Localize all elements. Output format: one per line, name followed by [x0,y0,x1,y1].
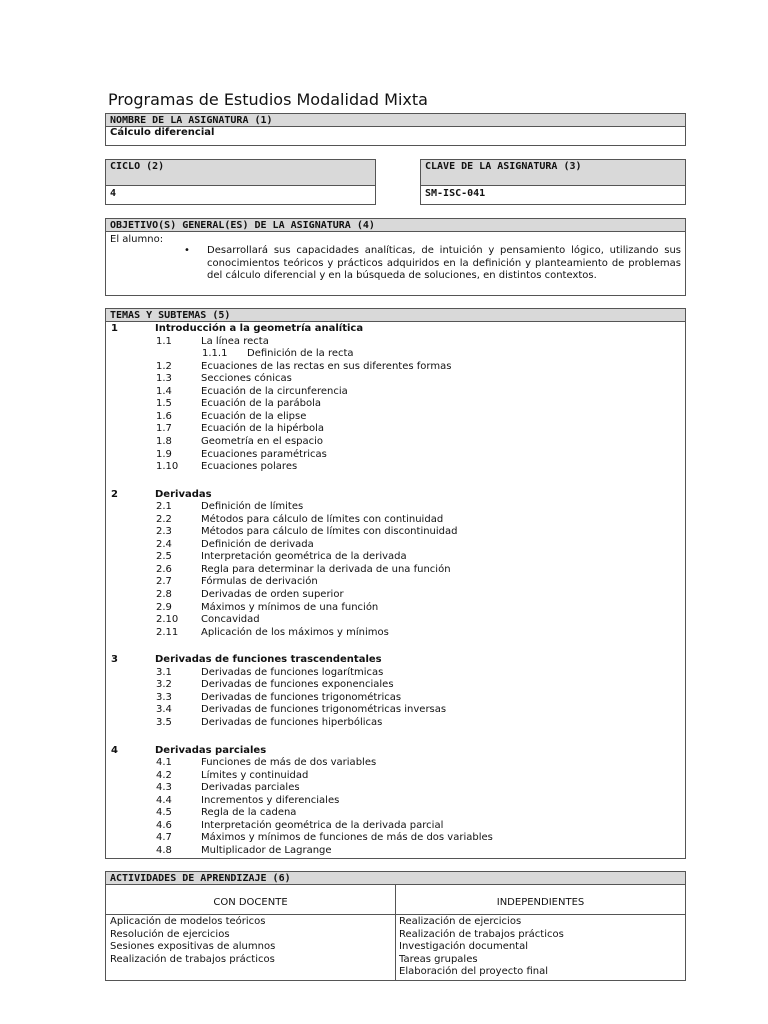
con-docente-item: Realización de trabajos prácticos [110,953,275,965]
subtopic-text: Derivadas parciales [201,782,300,794]
subtopic-text: Ecuación de la elipse [201,410,307,422]
objetivo-intro: El alumno: [110,234,164,245]
unit-number: 2 [111,488,118,500]
subtopic-text: Definición de la recta [247,348,354,360]
subtopic-text: Métodos para cálculo de límites con discontinuidad [201,526,458,538]
subtopic-text: Máximos y mínimos de una función [201,601,379,613]
row-divider [106,914,685,915]
page-title: Programas de Estudios Modalidad Mixta [108,90,428,109]
con-docente-item: Sesiones expositivas de alumnos [110,941,276,952]
subtopic-number: 3.4 [156,704,172,716]
actividades-header: ACTIVIDADES DE APRENDIZAJE (6) [106,872,685,885]
subtopic-text: Derivadas de funciones logarítmicas [201,666,384,678]
subtopic-number: 1.1 [156,335,172,347]
subtopic-number: 1.10 [156,461,179,473]
subtopic-number: 2.8 [156,589,172,600]
independientes-item: Investigación documental [399,941,529,952]
subtopic-number: 2.1 [156,501,172,513]
nombre-header: NOMBRE DE LA ASIGNATURA (1) [106,114,685,127]
subtopic-number: 1.5 [156,398,172,410]
subtopic-number: 2.7 [156,576,172,588]
objetivo-text: Desarrollará sus capacidades analíticas, de intuición y pensamiento lógico, utilizando sus conocimientos teóricos y prácticos adquiridos en la definición y planteamiento de problemas del cálculo diferencial y en la búsqueda de soluciones, en distintos contextos. [207,245,681,281]
subtopic-text: Interpretación geométrica de la derivada [201,551,407,563]
con-docente-item: Aplicación de modelos teóricos [110,916,266,927]
subtopic-text: Ecuaciones de las rectas en sus diferentes formas [201,360,452,372]
subtopic-number: 1.1.1 [202,348,228,360]
subtopic-text: Fórmulas de derivación [201,576,318,588]
subtopic-text: Concavidad [201,614,260,626]
unit-title: Derivadas [155,488,212,500]
clave-value: SM-ISC-041 [425,188,486,199]
subtopic-number: 4.4 [156,794,172,806]
subtopic-number: 1.3 [156,373,172,385]
subtopic-number: 1.8 [156,435,172,447]
unit-number: 4 [111,744,118,756]
subtopic-number: 3.2 [156,679,172,691]
clave-header: CLAVE DE LA ASIGNATURA (3) [421,160,685,186]
independientes-item: Realización de trabajos prácticos [399,928,564,940]
con-docente-list [110,916,275,966]
subtopic-text: Ecuación de la circunferencia [201,385,348,397]
subtopic-text: Incrementos y diferenciales [201,794,340,806]
subtopic-text: La línea recta [201,335,269,347]
subtopic-number: 1.4 [156,385,172,397]
subtopic-text: Regla de la cadena [201,807,297,819]
subtopic-text: Geometría en el espacio [201,435,324,447]
subtopic-text: Derivadas de funciones exponenciales [201,679,394,691]
bullet-icon: • [184,245,190,256]
subtopic-text: Definición de derivada [201,538,314,550]
unit-number: 3 [111,654,118,666]
subtopic-number: 1.2 [156,360,172,372]
subtopic-number: 3.1 [156,666,172,678]
nombre-value: Cálculo diferencial [110,127,215,138]
subtopic-number: 2.5 [156,551,172,563]
subtopic-text: Secciones cónicas [201,373,292,385]
con-docente-item: Resolución de ejercicios [110,928,230,940]
subtopic-number: 4.1 [156,757,172,769]
subtopic-text: Definición de límites [201,501,304,513]
subtopic-text: Funciones de más de dos variables [201,757,377,769]
ciclo-section [105,159,376,205]
subtopic-number: 4.6 [156,819,172,831]
subtopic-number: 4.3 [156,782,172,794]
actividades-section [105,871,686,981]
subtopic-text: Regla para determinar la derivada de una función [201,563,451,575]
ciclo-value: 4 [110,188,117,199]
objetivo-section [105,218,686,296]
subtopic-text: Ecuación de la parábola [201,398,322,410]
subtopic-text: Ecuaciones polares [201,461,298,473]
subtopic-number: 1.7 [156,423,172,435]
clave-section [420,159,686,205]
subtopic-text: Métodos para cálculo de límites con continuidad [201,513,444,525]
subtopic-number: 2.11 [156,626,179,638]
subtopic-text: Aplicación de los máximos y mínimos [201,626,389,638]
temas-section [105,308,686,859]
temas-header: TEMAS Y SUBTEMAS (5) [106,309,685,322]
subtopic-number: 2.6 [156,563,172,575]
independientes-list [399,916,564,979]
subtopic-number: 1.9 [156,448,172,460]
independientes-item: Realización de ejercicios [399,916,522,927]
subtopic-text: Ecuación de la hipérbola [201,423,325,435]
independientes-header: INDEPENDIENTES [496,897,585,908]
unit-title: Introducción a la geometría analítica [155,323,364,334]
unit-number: 1 [111,323,118,334]
subtopic-text: Derivadas de funciones trigonométricas [201,691,402,703]
subtopic-number: 2.3 [156,526,172,538]
subtopic-number: 2.2 [156,513,172,525]
subtopic-number: 4.5 [156,807,172,819]
unit-title: Derivadas parciales [155,744,267,756]
subtopic-number: 4.8 [156,844,172,856]
subtopic-number: 4.7 [156,832,172,844]
subtopic-text: Interpretación geométrica de la derivada parcial [201,819,444,831]
subtopic-number: 1.6 [156,410,172,422]
subtopic-number: 2.10 [156,614,179,626]
subtopic-text: Ecuaciones paramétricas [201,448,327,460]
subtopic-text: Límites y continuidad [201,769,309,781]
subtopic-number: 2.9 [156,601,172,613]
subtopic-number: 3.5 [156,716,172,728]
subtopic-text: Derivadas de funciones hiperbólicas [201,716,383,728]
con-docente-header: CON DOCENTE [213,897,288,908]
subtopic-number: 3.3 [156,691,172,703]
subtopic-number: 4.2 [156,769,172,781]
subtopic-text: Máximos y mínimos de funciones de más de dos variables [201,832,493,844]
independientes-item: Tareas grupales [399,953,478,965]
unit-title: Derivadas de funciones trascendentales [155,654,382,666]
subtopic-text: Derivadas de orden superior [201,589,344,600]
nombre-section [105,113,686,146]
subtopic-text: Multiplicador de Lagrange [201,844,332,856]
subtopic-number: 2.4 [156,538,172,550]
objetivo-header: OBJETIVO(S) GENERAL(ES) DE LA ASIGNATURA (4) [106,219,685,232]
ciclo-header: CICLO (2) [106,160,375,186]
temas-list [106,309,685,858]
subtopic-text: Derivadas de funciones trigonométricas inversas [201,704,447,716]
independientes-item: Elaboración del proyecto final [399,966,548,977]
